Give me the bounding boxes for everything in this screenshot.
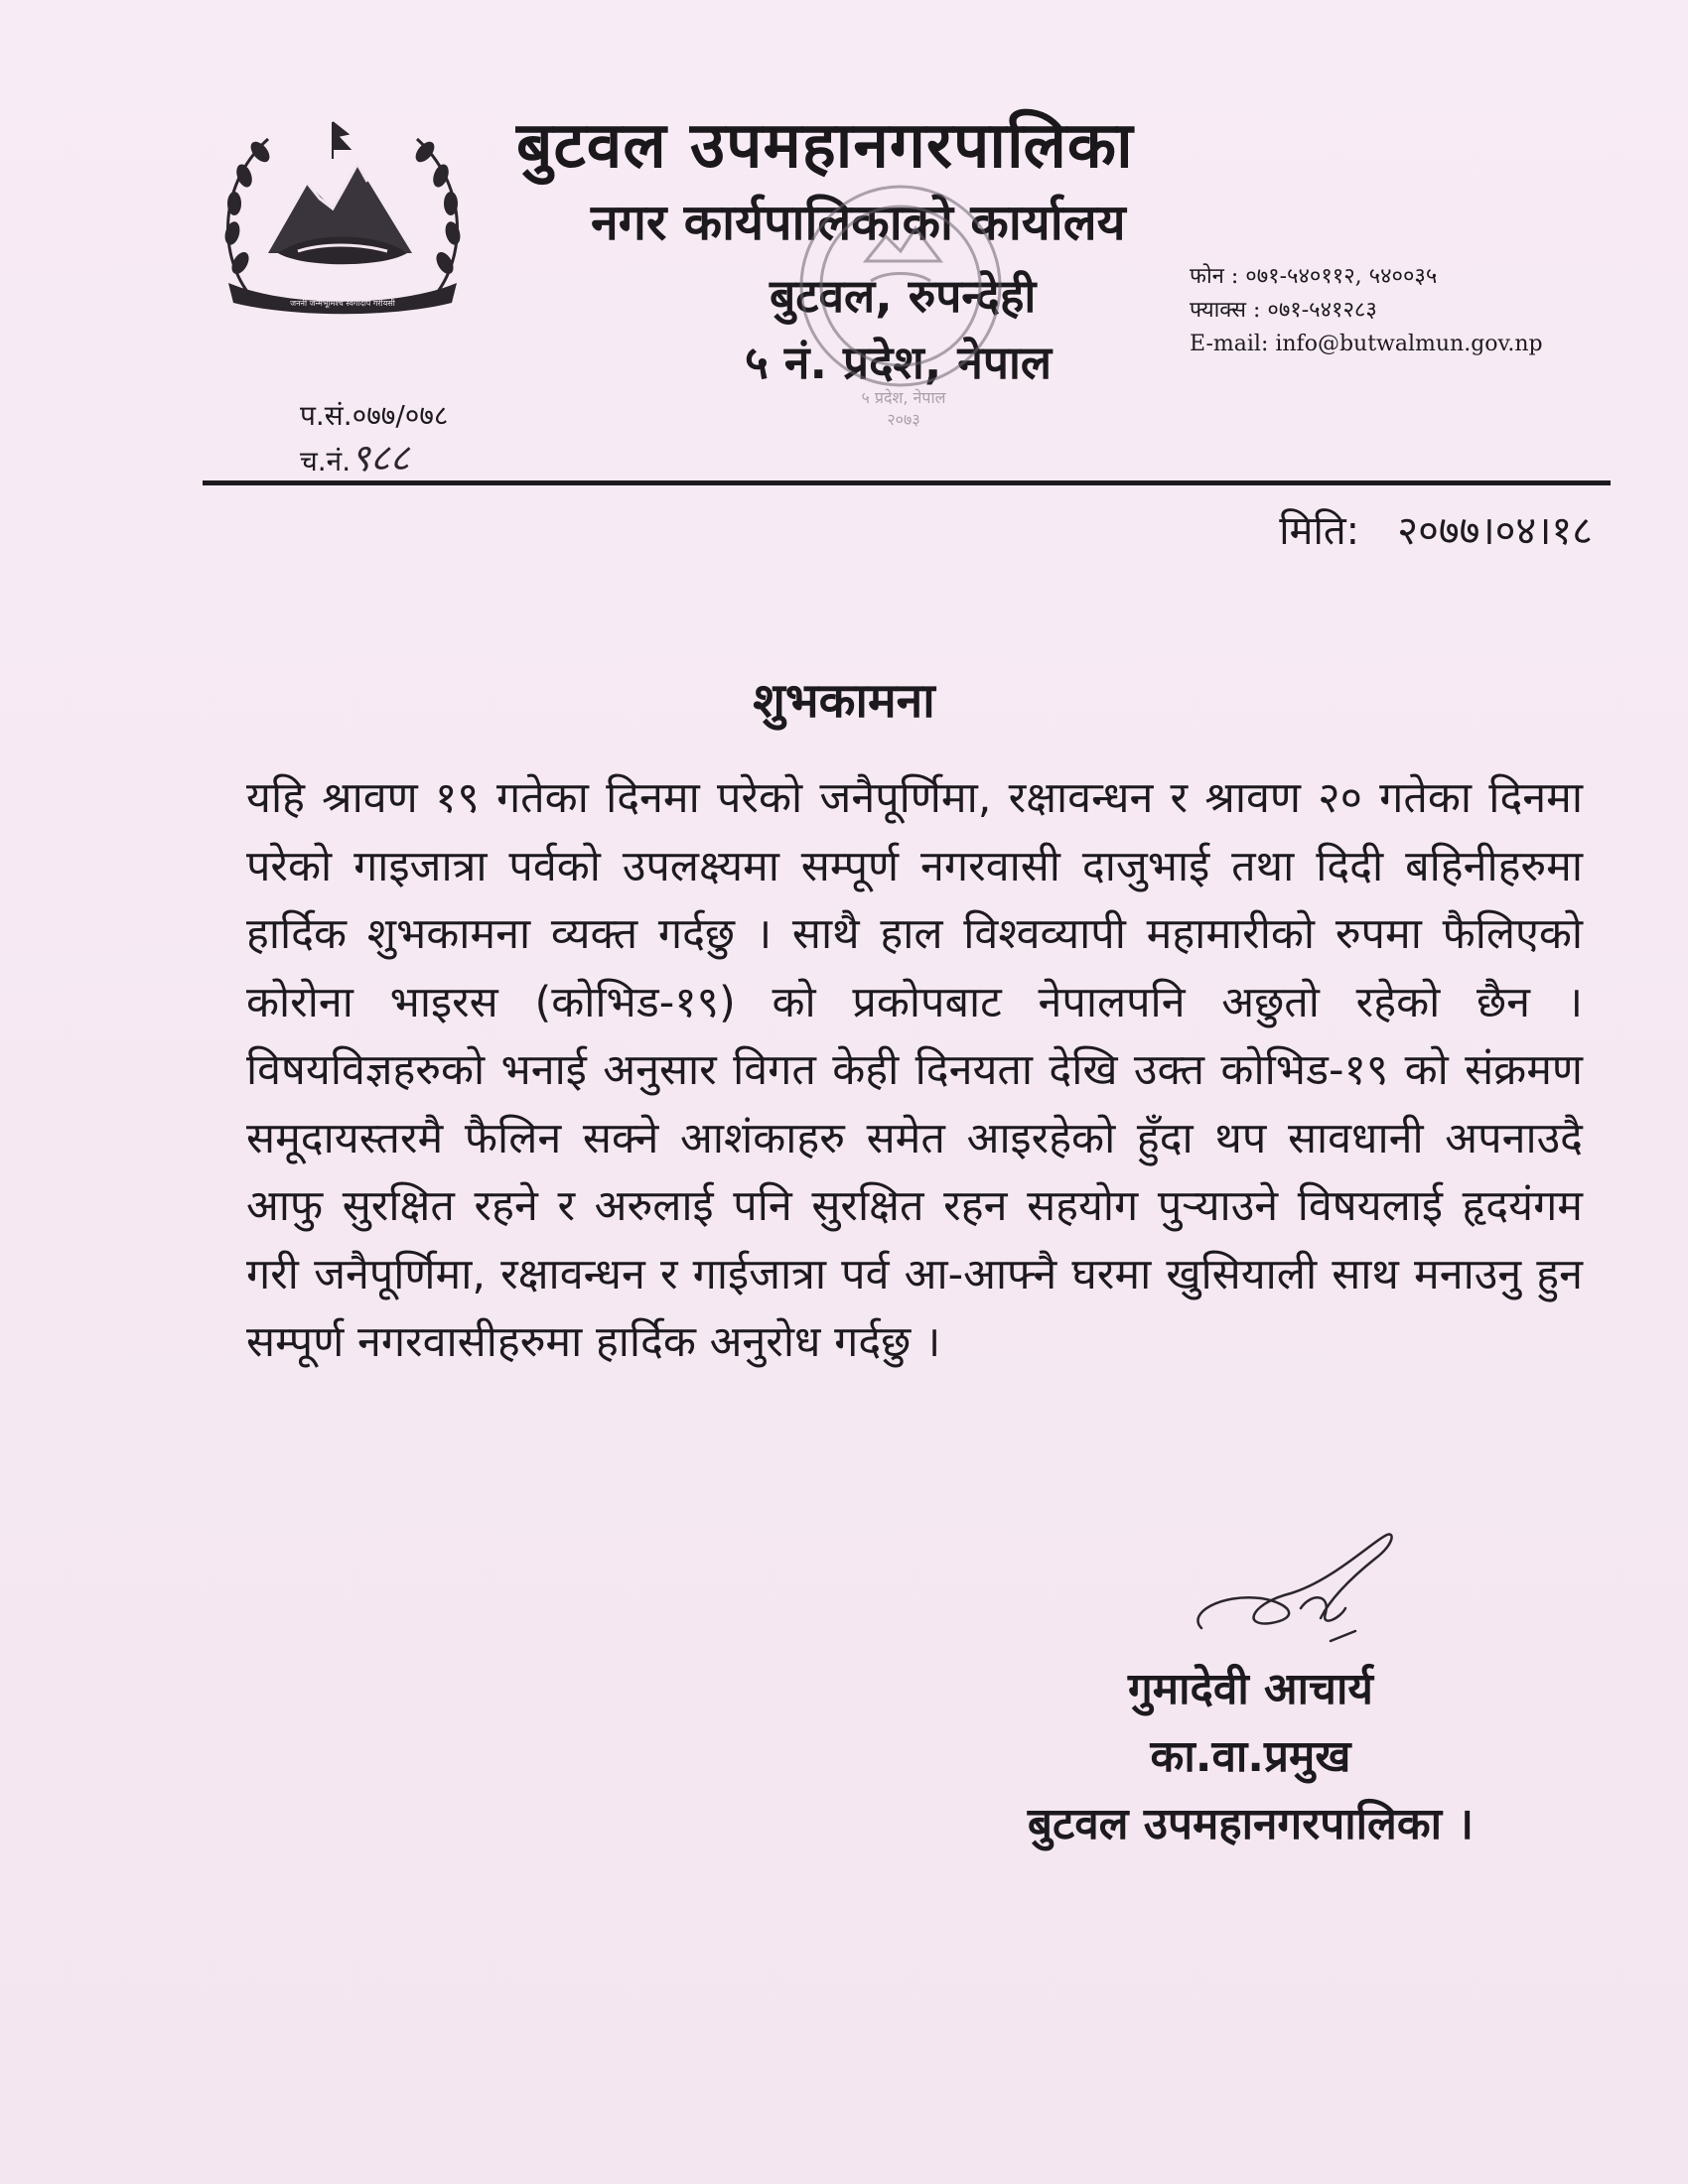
- reference-block: [300, 395, 448, 482]
- fax-line: फ्याक्स : ०७१-५४१२८३: [1190, 298, 1377, 323]
- emblem-caption: जननी जन्मभूमिश्च स्वर्गादपि गरीयसी: [290, 299, 395, 308]
- signatory-block: [1028, 1656, 1474, 1858]
- address-line-1: बुटवल, रुपन्देही: [770, 269, 1037, 323]
- signatory-organization: बुटवल उपमहानगरपालिका ।: [1027, 1799, 1474, 1849]
- letter-date: [1279, 501, 1593, 556]
- phone-line: फोन : ०७१-५४०११२, ५४००३५: [1190, 264, 1438, 289]
- nepal-government-emblem-icon: [209, 104, 477, 318]
- date-value: २०७७।०४।१८: [1397, 508, 1593, 554]
- patra-sankhya-value: ०७७/०७८: [352, 399, 449, 432]
- signatory-designation: का.वा.प्रमुख: [1150, 1731, 1351, 1782]
- chalani-number-value: ९८८: [351, 436, 410, 479]
- patra-sankhya-label: प.सं.: [300, 399, 352, 432]
- letter-body: यहि श्रावण १९ गतेका दिनमा परेको जनैपूर्णिमा, रक्षावन्धन र श्रावण २० गतेका दिनमा परेको गाइजात्रा पर्वको उपलक्ष्यमा सम्पूर्ण नगरवासी दाजुभाई तथा दिदी बहिनीहरुमा हार्दिक शुभकामना व्यक्त गर्दछु । साथै हाल विश्वव्यापी महामारीको रुपमा फैलिएको कोरोना भाइरस (कोभिड-१९) को प्रकोपबाट नेपालपनि अछुतो रहेको छैन । विषयविज्ञहरुको भनाई अनुसार विगत केही दिनयता देखि उक्त कोभिड-१९ को संक्रमण समूदायस्तरमै फैलिन सक्ने आशंकाहरु समेत आइरहेको हुँदा थप सावधानी अपनाउदै आफु सुरक्षित रहने र अरुलाई पनि सुरक्षित रहन सहयोग पुऱ्याउने विषयलाई हृदयंगम गरी जनैपूर्णिमा, रक्षावन्धन र गाईजात्रा पर्व आ-आफ्नै घरमा खुसियाली साथ मनाउनु हुन सम्पूर्ण नगरवासीहरुमा हार्दिक अनुरोध गर्दछु ।: [246, 773, 1583, 1367]
- organization-name: बुटवल उपमहानगरपालिका: [516, 109, 1134, 183]
- header-divider: [203, 480, 1611, 485]
- email-line: E-mail: info@butwalmun.gov.np: [1190, 332, 1543, 356]
- chalani-number-label: च.नं.: [300, 445, 352, 478]
- office-round-seal-icon: [786, 167, 1015, 435]
- letter-title: शुभकामना: [753, 673, 935, 729]
- date-label: मिति:: [1279, 508, 1360, 554]
- signatory-name: गुमादेवी आचार्य: [1128, 1664, 1373, 1714]
- contact-block: [1190, 260, 1543, 361]
- patra-sankhya: [300, 395, 448, 437]
- chalani-number: [300, 437, 448, 482]
- handwritten-signature-icon: [1182, 1524, 1410, 1653]
- office-name: नगर कार्यपालिकाको कार्यालय: [591, 194, 1126, 251]
- address-line-2: ५ नं. प्रदेश, नेपाल: [745, 336, 1053, 389]
- seal-year-text: २०७३: [887, 410, 920, 429]
- seal-province-text: ५ प्रदेश, नेपाल: [861, 388, 946, 407]
